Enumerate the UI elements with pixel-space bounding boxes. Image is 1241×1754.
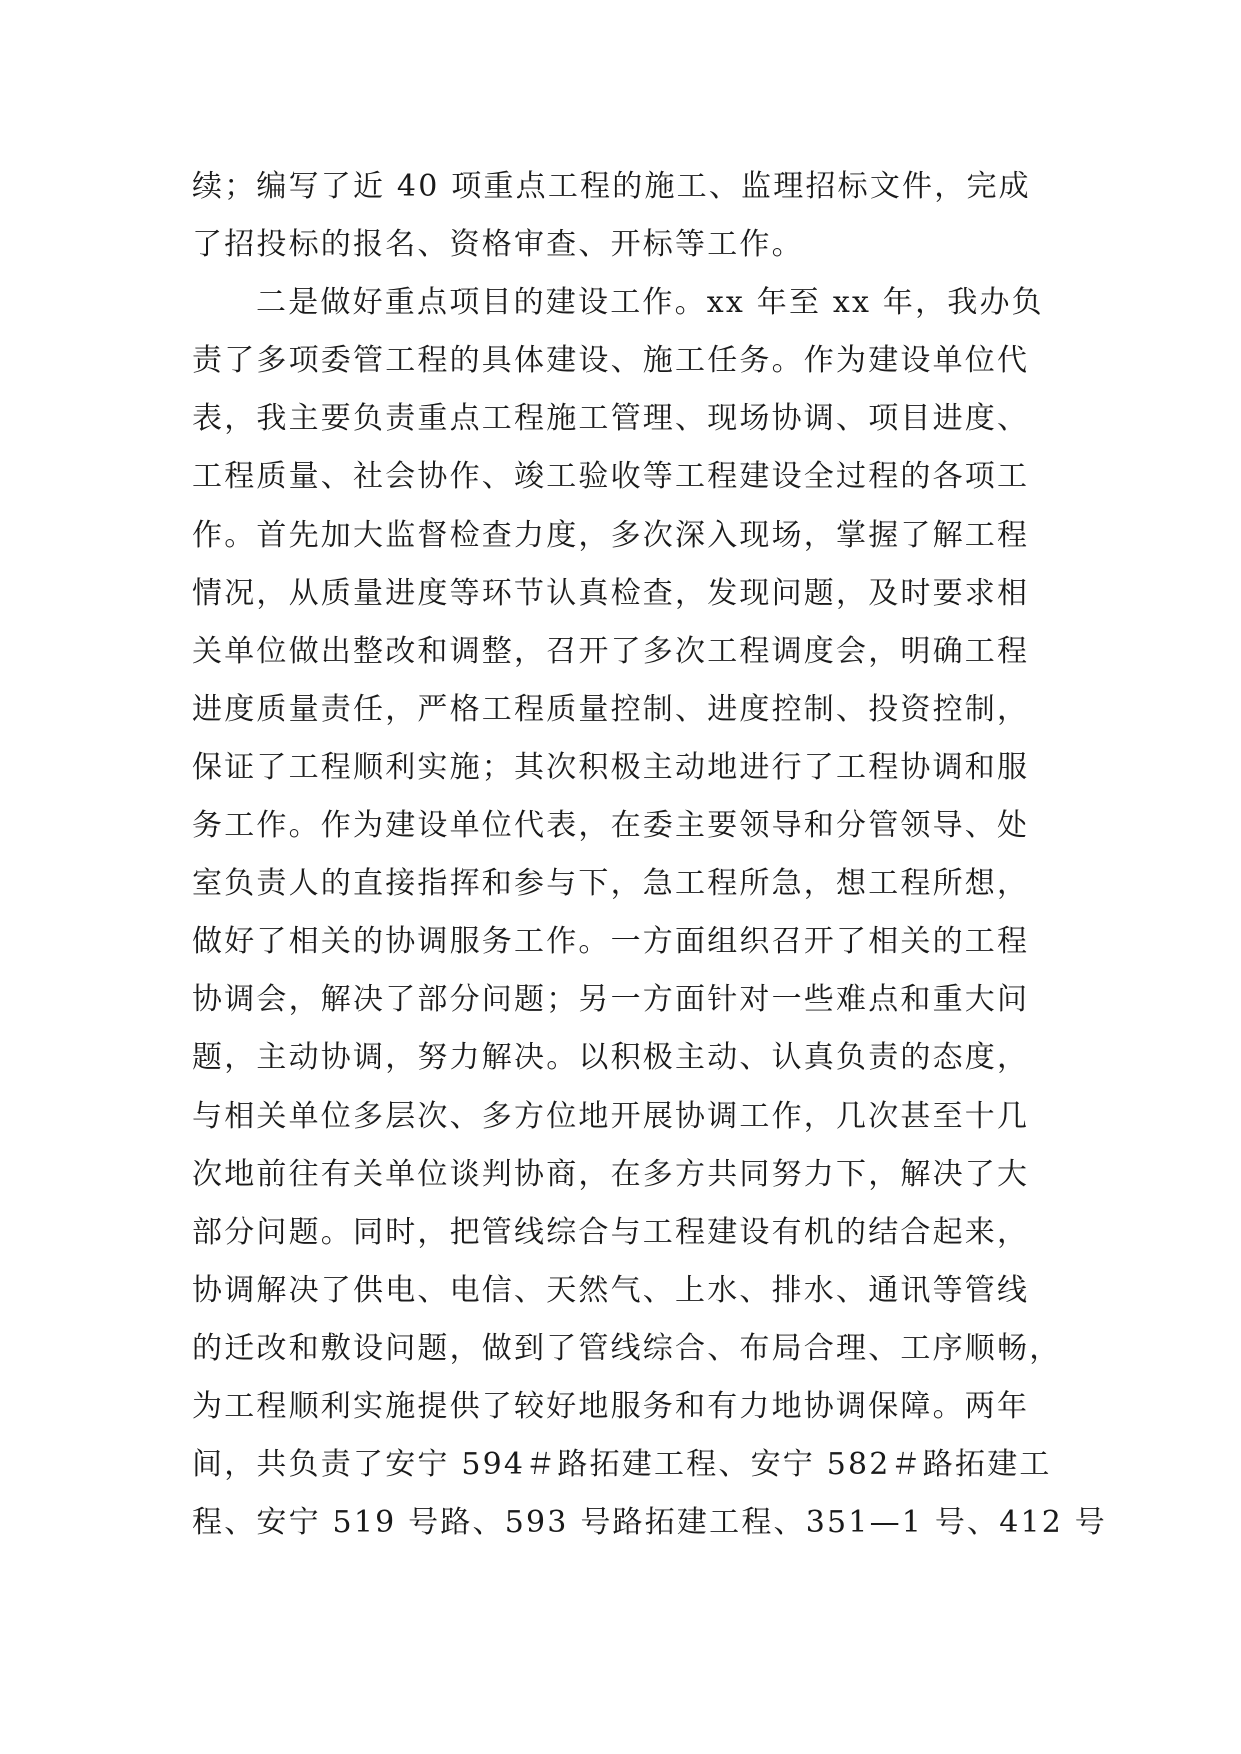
text-line: 程、安宁 519 号路、593 号路拓建工程、351—1 号、412 号 <box>192 1505 1108 1541</box>
text-line: 续；编写了近 40 项重点工程的施工、监理招标文件，完成 <box>192 169 1031 204</box>
text-line: 协调解决了供电、电信、天然气、上水、排水、通讯等管线 <box>192 1272 1030 1308</box>
text-line: 关单位做出整改和调整，召开了多次工程调度会，明确工程 <box>192 633 1030 669</box>
text-line: 室负责人的直接指挥和参与下，急工程所急，想工程所想， <box>192 866 1030 902</box>
text-line: 的迁改和敷设问题，做到了管线综合、布局合理、工序顺畅， <box>192 1330 1062 1366</box>
text-line: 保证了工程顺利实施；其次积极主动地进行了工程协调和服 <box>192 749 1030 785</box>
text-line: 了招投标的报名、资格审查、开标等工作。 <box>192 227 804 263</box>
text-line: 务工作。作为建设单位代表，在委主要领导和分管领导、处 <box>192 808 1030 844</box>
text-line: 部分问题。同时，把管线综合与工程建设有机的结合起来， <box>192 1214 1030 1250</box>
text-line: 题，主动协调，努力解决。以积极主动、认真负责的态度， <box>192 1040 1030 1076</box>
text-line: 协调会，解决了部分问题；另一方面针对一些难点和重大问 <box>192 982 1030 1018</box>
text-line: 责了多项委管工程的具体建设、施工任务。作为建设单位代 <box>192 343 1030 379</box>
text-line: 工程质量、社会协作、竣工验收等工程建设全过程的各项工 <box>192 459 1030 495</box>
text-line: 与相关单位多层次、多方位地开展协调工作，几次甚至十几 <box>192 1098 1030 1134</box>
text-line: 间，共负责了安宁 594＃路拓建工程、安宁 582＃路拓建工 <box>192 1447 1052 1483</box>
text-line: 情况，从质量进度等环节认真检查，发现问题，及时要求相 <box>192 575 1030 611</box>
body-text <box>192 158 1108 1552</box>
text-line: 作。首先加大监督检查力度，多次深入现场，掌握了解工程 <box>192 517 1030 553</box>
text-line: 做好了相关的协调服务工作。一方面组织召开了相关的工程 <box>192 924 1030 960</box>
text-line: 次地前往有关单位谈判协商，在多方共同努力下，解决了大 <box>192 1156 1030 1192</box>
paragraph-start-line: 二是做好重点项目的建设工作。xx 年至 xx 年，我办负 <box>256 285 1044 321</box>
text-line: 进度质量责任，严格工程质量控制、进度控制、投资控制， <box>192 691 1030 727</box>
text-line: 为工程顺利实施提供了较好地服务和有力地协调保障。两年 <box>192 1388 1030 1424</box>
text-line: 表，我主要负责重点工程施工管理、现场协调、项目进度、 <box>192 401 1030 437</box>
